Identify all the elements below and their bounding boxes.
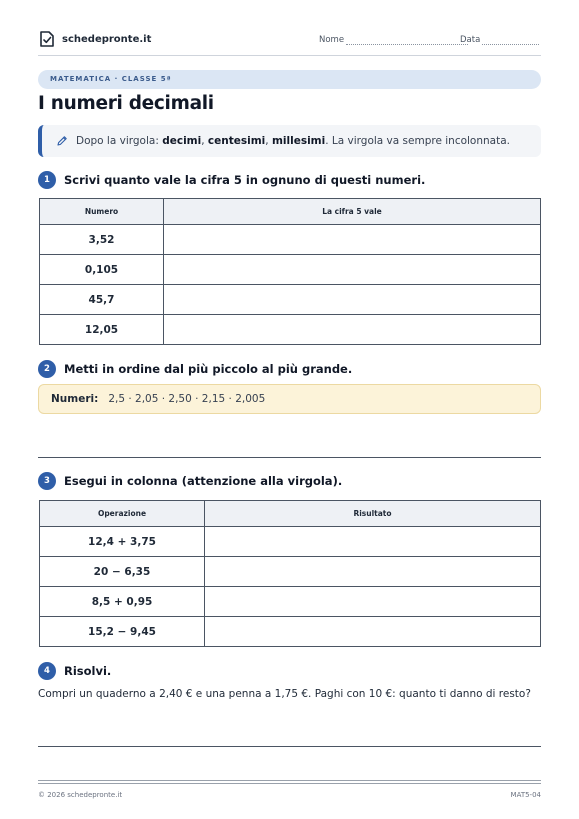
answer-line[interactable] bbox=[38, 457, 541, 458]
number-cell: 3,52 bbox=[40, 225, 164, 255]
brand-name: schedepronte.it bbox=[62, 33, 152, 45]
column-header: La cifra 5 vale bbox=[164, 199, 541, 225]
question-text: Scrivi quanto vale la cifra 5 in ognuno di questi numeri. bbox=[64, 173, 426, 187]
answer-cell[interactable] bbox=[164, 285, 541, 315]
page-title: I numeri decimali bbox=[38, 93, 214, 114]
number-cell: 45,7 bbox=[40, 285, 164, 315]
question-3-heading bbox=[38, 472, 342, 490]
table-row bbox=[40, 285, 541, 315]
table-row bbox=[40, 587, 541, 617]
operation-cell: 20 − 6,35 bbox=[40, 557, 205, 587]
q3-table bbox=[39, 500, 541, 647]
operation-cell: 8,5 + 0,95 bbox=[40, 587, 205, 617]
question-text: Risolvi. bbox=[64, 664, 112, 678]
footer-divider bbox=[38, 780, 541, 781]
problem-text: Compri un quaderno a 2,40 € e una penna a 1,75 €. Paghi con 10 €: quanto ti danno di resto? bbox=[38, 688, 531, 700]
hint-box bbox=[38, 125, 541, 157]
question-number-badge: 4 bbox=[38, 662, 56, 680]
subject-pill: MATEMATICA · CLASSE 5ª bbox=[38, 70, 541, 89]
operation-cell: 15,2 − 9,45 bbox=[40, 617, 205, 647]
page-footer bbox=[38, 783, 541, 799]
question-2-heading bbox=[38, 360, 352, 378]
question-number-badge: 1 bbox=[38, 171, 56, 189]
pencil-icon bbox=[56, 135, 68, 147]
numbers-values: 2,5 · 2,05 · 2,50 · 2,15 · 2,005 bbox=[108, 393, 266, 405]
column-header: Operazione bbox=[40, 501, 205, 527]
answer-cell[interactable] bbox=[205, 527, 541, 557]
answer-cell[interactable] bbox=[205, 557, 541, 587]
question-1-heading bbox=[38, 171, 425, 189]
answer-cell[interactable] bbox=[205, 617, 541, 647]
table-row bbox=[40, 315, 541, 345]
copyright: © 2026 schedepronte.it bbox=[38, 791, 123, 799]
table-row bbox=[40, 255, 541, 285]
answer-cell[interactable] bbox=[164, 225, 541, 255]
column-header: Risultato bbox=[205, 501, 541, 527]
question-text: Metti in ordine dal più piccolo al più grande. bbox=[64, 362, 353, 376]
table-row bbox=[40, 225, 541, 255]
name-blank[interactable] bbox=[346, 36, 468, 45]
question-number-badge: 2 bbox=[38, 360, 56, 378]
answer-cell[interactable] bbox=[164, 315, 541, 345]
table-row bbox=[40, 617, 541, 647]
question-text: Esegui in colonna (attenzione alla virgola). bbox=[64, 474, 343, 488]
table-row bbox=[40, 527, 541, 557]
number-cell: 12,05 bbox=[40, 315, 164, 345]
page-header bbox=[38, 28, 541, 56]
q1-table bbox=[39, 198, 541, 345]
document-check-icon bbox=[38, 30, 56, 48]
question-4-heading bbox=[38, 662, 111, 680]
table-row bbox=[40, 557, 541, 587]
brand bbox=[38, 30, 151, 48]
worksheet-code: MAT5-04 bbox=[510, 791, 541, 799]
name-label: Nome bbox=[319, 35, 345, 45]
operation-cell: 12,4 + 3,75 bbox=[40, 527, 205, 557]
answer-cell[interactable] bbox=[205, 587, 541, 617]
answer-line[interactable] bbox=[38, 746, 541, 747]
column-header: Numero bbox=[40, 199, 164, 225]
name-field[interactable] bbox=[319, 35, 468, 45]
numbers-label: Numeri: bbox=[51, 393, 99, 405]
date-blank[interactable] bbox=[482, 36, 539, 45]
hint-text: Dopo la virgola: decimi, centesimi, millesimi. La virgola va sempre incolonnata. bbox=[76, 135, 510, 147]
number-cell: 0,105 bbox=[40, 255, 164, 285]
answer-cell[interactable] bbox=[164, 255, 541, 285]
question-number-badge: 3 bbox=[38, 472, 56, 490]
date-label: Data bbox=[460, 35, 481, 45]
date-field[interactable] bbox=[460, 35, 539, 45]
numbers-box bbox=[38, 384, 541, 414]
